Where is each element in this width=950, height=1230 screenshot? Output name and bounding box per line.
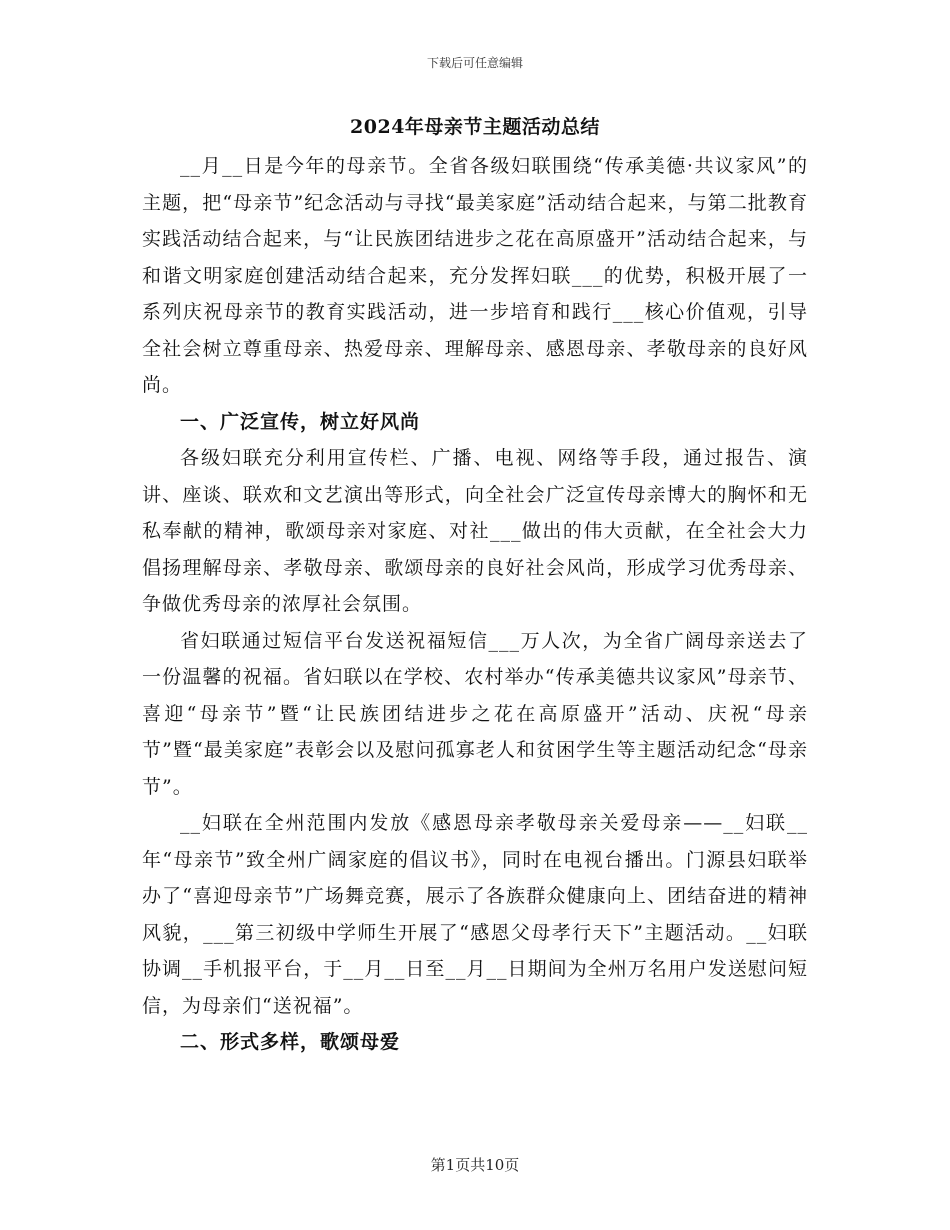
- document-title: 2024年母亲节主题活动总结: [350, 116, 600, 138]
- section-heading-1: 一、广泛宣传，树立好风尚: [180, 410, 421, 433]
- document-body: [142, 112, 808, 1061]
- section-heading-2: 二、形式多样，歌颂母爱: [180, 1031, 401, 1053]
- paragraph-sms-blessings: 省妇联通过短信平台发送祝福短信___万人次，为全省广阔母亲送去了一份温馨的祝福。省妇联以在学校、农村举办“传承美德共议家风”母亲节、喜迎“母亲节”暨“让民族团结进步之花在高原盛开”活动、庆祝“母亲节”暨“最美家庭”表彰会以及慰问孤寡老人和贫困学生等主题活动纪念“母亲节”。: [142, 629, 808, 798]
- header-note: 下载后可任意编辑: [426, 56, 523, 70]
- paragraph-publicity: 各级妇联充分利用宣传栏、广播、电视、网络等手段，通过报告、演讲、座谈、联欢和文艺演出等形式，向全社会广泛宣传母亲博大的胸怀和无私奉献的精神，歌颂母亲对家庭、对社___做出的伟大贡献，在全社会大力倡扬理解母亲、孝敬母亲、歌颂母亲的良好社会风尚，形成学习优秀母亲、争做优秀母亲的浓厚社会氛围。: [142, 447, 808, 615]
- page-indicator: 第1页共10页: [430, 1156, 520, 1174]
- intro-paragraph: __月__日是今年的母亲节。全省各级妇联围绕“传承美德·共议家风”的主题，把“母亲节”纪念活动与寻找“最美家庭”活动结合起来，与第二批教育实践活动结合起来，与“让民族团结进步之花在高原盛开”活动结合起来，与和谐文明家庭创建活动结合起来，充分发挥妇联___的优势，积极开展了一系列庆祝母亲节的教育实践活动，进一步培育和践行___核心价值观，引导全社会树立尊重母亲、热爱母亲、理解母亲、感恩母亲、孝敬母亲的良好风尚。: [142, 155, 808, 396]
- paragraph-prefecture-activities: __妇联在全州范围内发放《感恩母亲孝敬母亲关爱母亲——__妇联__年“母亲节”致全州广阔家庭的倡议书》，同时在电视台播出。门源县妇联举办了“喜迎母亲节”广场舞竞赛，展示了各族群众健康向上、团结奋进的精神风貌，___第三初级中学师生开展了“感恩父母孝行天下”主题活动。__妇联协调__手机报平台，于__月__日至__月__日期间为全州万名用户发送慰问短信，为母亲们“送祝福”。: [142, 812, 808, 1017]
